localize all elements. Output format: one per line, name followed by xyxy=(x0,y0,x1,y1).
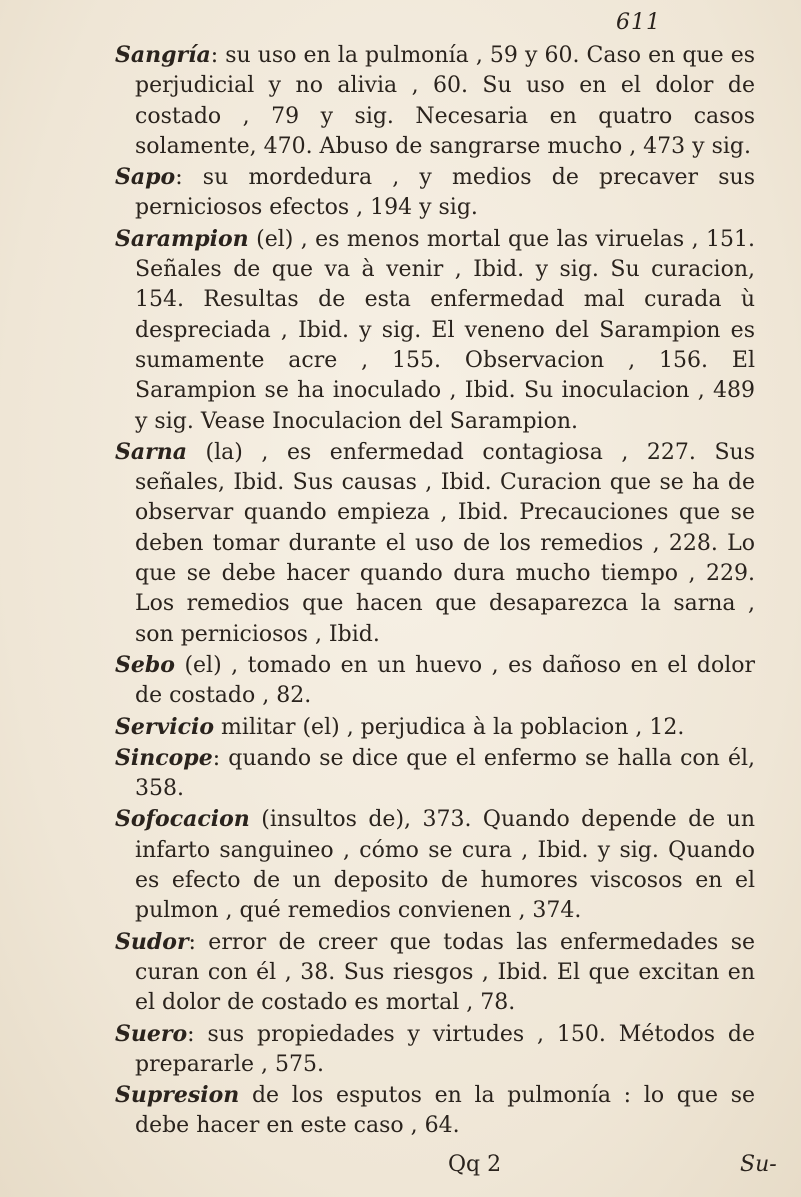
entry-text: de los esputos en la pulmonía : lo que se debe hacer en este caso , 64. xyxy=(135,1083,755,1139)
index-entry xyxy=(115,1080,755,1142)
entry-term: Supresion xyxy=(115,1082,240,1109)
entry-term: Sofocacion xyxy=(115,806,250,833)
index-entry xyxy=(115,712,755,743)
index-entry xyxy=(115,804,755,926)
index-list xyxy=(115,40,755,1142)
entry-text: (la) , es enfermedad contagiosa , 227. Sus señales, Ibid. Sus causas , Ibid. Curacion que se ha de observar quando empieza , Ibid. Precauciones que se deben tomar durante el uso de los remedios , 228. Lo que se debe hacer quando dura mucho tiempo , 229. Los remedios que hacen que desaparezca la sarna , son perniciosos , Ibid. xyxy=(135,439,755,647)
index-entry xyxy=(115,40,755,162)
index-entry xyxy=(115,743,755,805)
entry-term: Sebo xyxy=(115,651,175,678)
catchword: Su- xyxy=(740,1152,777,1177)
entry-term: Sangría xyxy=(115,42,211,68)
entry-term: Sarna xyxy=(115,438,187,465)
printer-signature: Qq 2 xyxy=(448,1152,502,1177)
entry-text: : error de creer que todas las enfermedades se curan con él , 38. Sus riesgos , Ibid. El que excitan en el dolor de costado es mortal , 78. xyxy=(135,929,755,1016)
entry-text: : su mordedura , y medios de precaver sus perniciosos efectos , 194 y sig. xyxy=(135,165,755,221)
entry-text: (el) , tomado en un huevo , es dañoso en el dolor de costado , 82. xyxy=(135,652,755,709)
index-entry xyxy=(115,224,755,437)
entry-term: Servicio xyxy=(115,713,215,740)
entry-text: : su uso en la pulmonía , 59 y 60. Caso en que es perjudicial y no alivia , 60. Su uso en el dolor de costado , 79 y sig. Necesaria en quatro casos solamente, 470. Abuso de sangrarse mucho , 473 y sig. xyxy=(135,43,755,159)
page-number: 611 xyxy=(616,10,661,35)
entry-term: Sudor xyxy=(115,928,189,955)
entry-text: (el) , es menos mortal que las viruelas , 151. Señales de que va à venir , Ibid. y sig. Su curacion, 154. Resultas de esta enfermedad mal curada ù despreciada , Ibid. y sig. El veneno del Sarampion es sumamente acre , 155. Observacion , 156. El Sarampion se ha inoculado , Ibid. Su inoculacion , 489 y sig. Vease Inoculacion del Sarampion. xyxy=(135,226,755,434)
index-entry xyxy=(115,650,755,712)
index-entry xyxy=(115,162,755,224)
entry-text: : sus propiedades y virtudes , 150. Métodos de prepararle , 575. xyxy=(135,1021,755,1077)
entry-term: Sarampion xyxy=(115,225,249,252)
entry-text: (insultos de), 373. Quando depende de un infarto sanguineo , cómo se cura , Ibid. y sig. Quando es efecto de un deposito de humores viscosos en el pulmon , qué remedios convienen , 374. xyxy=(135,807,755,924)
index-entry xyxy=(115,927,755,1019)
entry-text: militar (el) , perjudica à la poblacion , 12. xyxy=(214,714,685,740)
index-entry xyxy=(115,1019,755,1081)
index-entry xyxy=(115,437,755,650)
entry-term: Sapo xyxy=(115,164,176,191)
entry-term: Suero xyxy=(115,1020,188,1047)
entry-text: : quando se dice que el enfermo se halla con él, 358. xyxy=(135,745,755,802)
page-footer xyxy=(0,1152,801,1186)
entry-term: Sincope xyxy=(115,744,213,771)
